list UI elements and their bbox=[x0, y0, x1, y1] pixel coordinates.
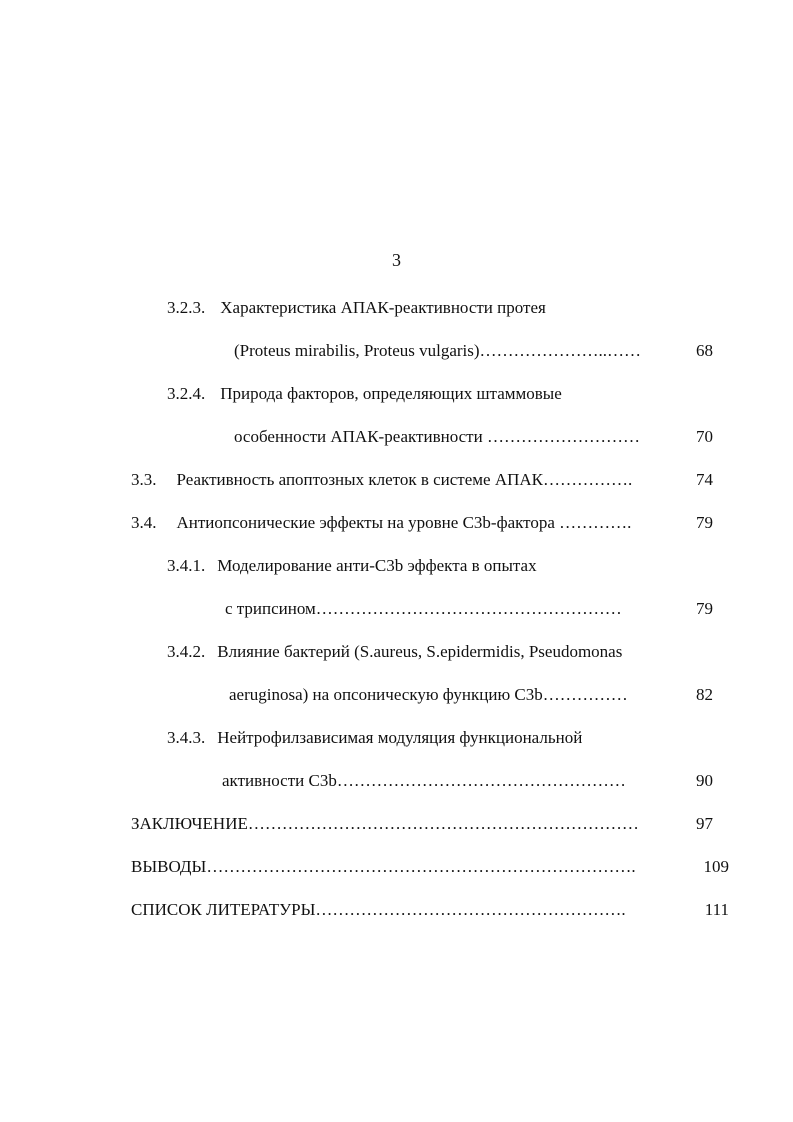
toc-entry-title: Моделирование анти-C3b эффекта в опытах bbox=[217, 556, 537, 575]
toc-entry-title: Антиопсонические эффекты на уровне C3b-фактора …………. bbox=[176, 513, 632, 532]
toc-entry-number: 3.4.1. bbox=[167, 556, 206, 575]
toc-entry-3-4-1[interactable] bbox=[167, 556, 537, 576]
toc-entry-findings[interactable]: ВЫВОДЫ…………………………………………………………………. bbox=[131, 857, 636, 876]
toc-entry-3-4-3[interactable] bbox=[167, 728, 582, 748]
toc-page-number: 111 bbox=[704, 900, 729, 919]
toc-entry-number: 3.3. bbox=[131, 470, 157, 489]
toc-page-number: 74 bbox=[696, 470, 713, 489]
toc-entry-title: Нейтрофилзависимая модуляция функциональной bbox=[217, 728, 583, 747]
toc-page-number: 82 bbox=[696, 685, 713, 704]
toc-entry-title: Влияние бактерий (S.aureus, S.epidermidis, Pseudomonas bbox=[217, 642, 623, 661]
toc-entry-3-3[interactable] bbox=[131, 470, 632, 490]
toc-page-number: 90 bbox=[696, 771, 713, 790]
toc-entry-number: 3.2.3. bbox=[167, 298, 206, 317]
toc-entry-title: Реактивность апоптозных клеток в системе АПАК……………. bbox=[176, 470, 633, 489]
toc-entry-3-4-2[interactable] bbox=[167, 642, 622, 662]
toc-entry-continuation: aeruginosa) на опсоническую функцию C3b…………… bbox=[229, 685, 628, 704]
toc-entry-continuation: активности C3b…………………………………………… bbox=[222, 771, 626, 790]
toc-entry-3-4[interactable] bbox=[131, 513, 631, 533]
page-number: 3 bbox=[392, 250, 401, 270]
toc-entry-title: Природа факторов, определяющих штаммовые bbox=[220, 384, 562, 403]
toc-entry-3-2-3[interactable] bbox=[167, 298, 546, 318]
toc-page-number: 109 bbox=[703, 857, 729, 876]
toc-entry-references[interactable]: СПИСОК ЛИТЕРАТУРЫ………………………………………………. bbox=[131, 900, 626, 919]
toc-entry-number: 3.4. bbox=[131, 513, 157, 532]
toc-entry-number: 3.4.3. bbox=[167, 728, 206, 747]
toc-page-number: 79 bbox=[696, 599, 713, 618]
toc-entry-conclusion[interactable]: ЗАКЛЮЧЕНИЕ…………………………………………………………… bbox=[131, 814, 639, 833]
toc-entry-number: 3.4.2. bbox=[167, 642, 206, 661]
toc-page-number: 68 bbox=[696, 341, 713, 360]
toc-entry-continuation: с трипсином……………………………………………… bbox=[225, 599, 622, 618]
toc-page-number: 79 bbox=[696, 513, 713, 532]
toc-page-number: 97 bbox=[696, 814, 713, 833]
toc-page-number: 70 bbox=[696, 427, 713, 446]
toc-entry-title: Характеристика АПАК-реактивности протея bbox=[220, 298, 546, 317]
toc-entry-continuation: особенности АПАК-реактивности ……………………… bbox=[234, 427, 640, 446]
toc-entry-continuation: (Proteus mirabilis, Proteus vulgaris)…………………..…… bbox=[234, 341, 642, 360]
toc-entry-3-2-4[interactable] bbox=[167, 384, 562, 404]
toc-entry-number: 3.2.4. bbox=[167, 384, 206, 403]
